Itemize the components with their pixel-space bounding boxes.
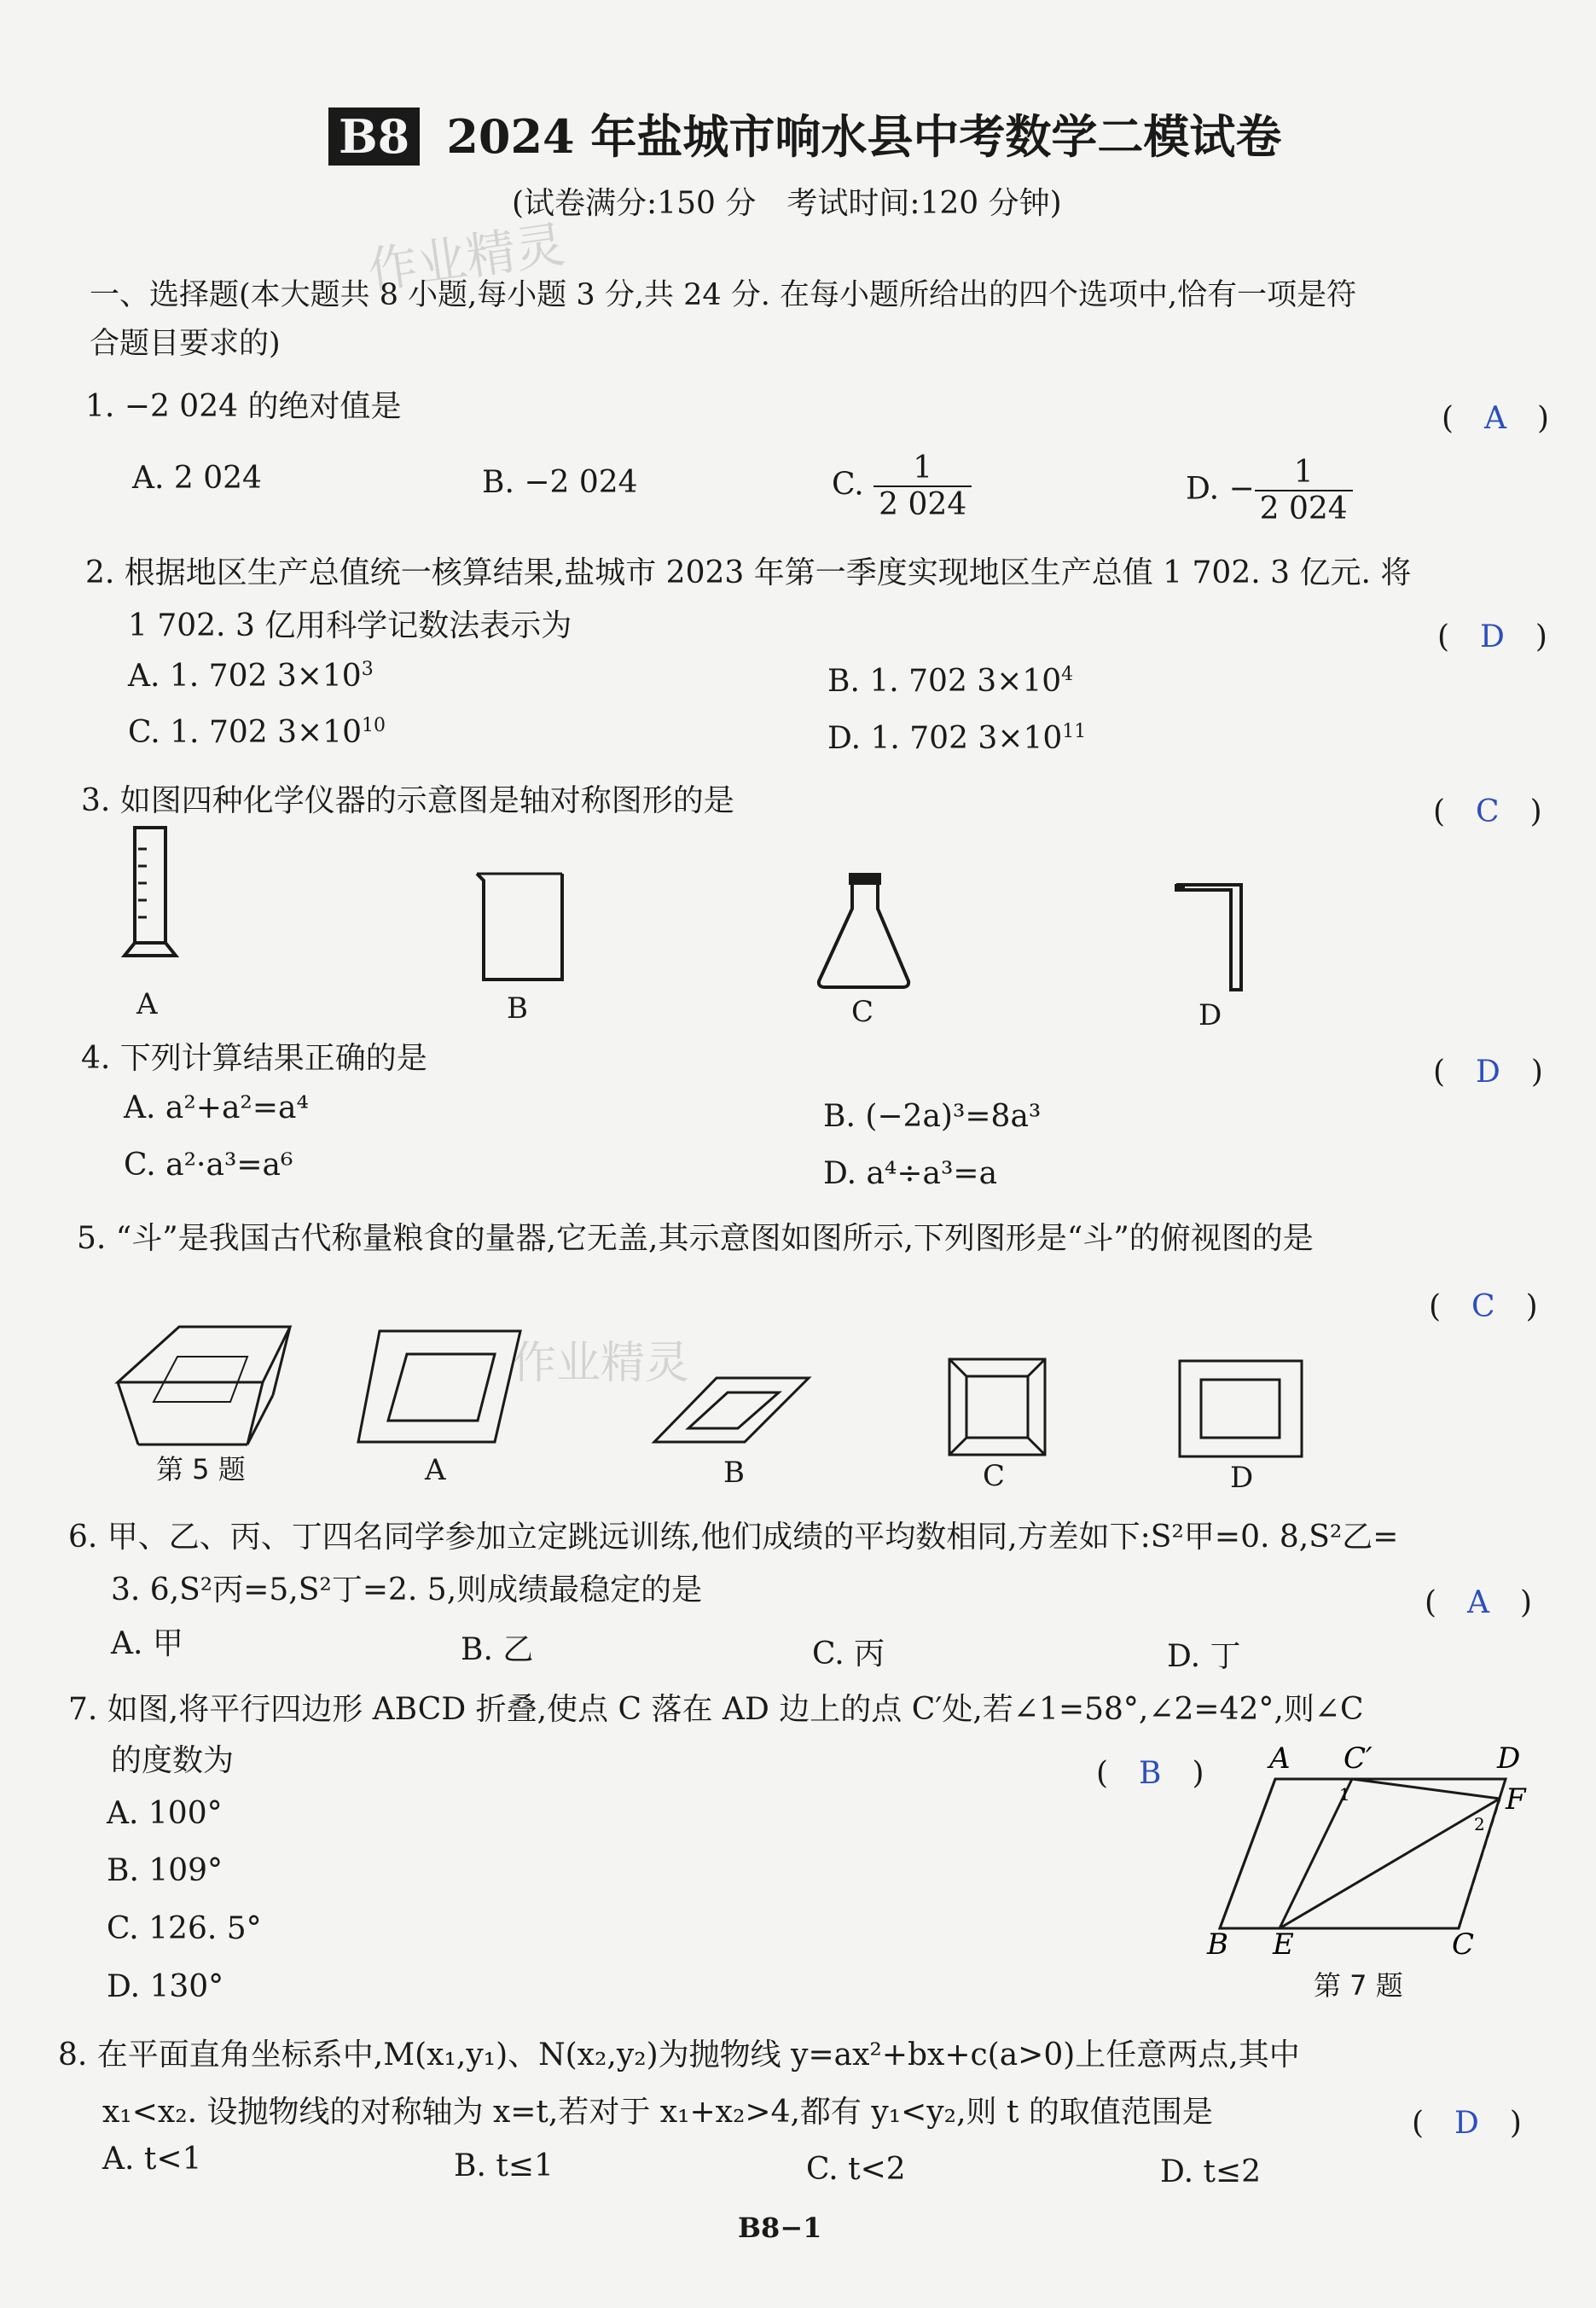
q6-option-c: C. 丙 <box>812 1637 885 1671</box>
q7-figure-caption: 第 7 题 <box>1314 1969 1403 2002</box>
q4-option-b: B. (−2a)³=8a³ <box>823 1099 1042 1134</box>
q1-option-d <box>1186 455 1353 527</box>
section-badge: B8 <box>328 108 420 166</box>
q3-label-b: B <box>507 991 528 1026</box>
q1-c-numerator: 1 <box>873 451 972 487</box>
q8-option-b: B. t≤1 <box>454 2148 554 2183</box>
q3-label-c: C <box>851 995 874 1029</box>
q2-stem-line2: 1 702. 3 亿用科学记数法表示为 <box>128 608 572 643</box>
dou-3d-figure <box>111 1318 299 1446</box>
title-row <box>328 101 1281 166</box>
q1-stem: 1. −2 024 的绝对值是 <box>85 389 402 424</box>
q8-stem-line2: x₁<x₂. 设抛物线的对称轴为 x=t,若对于 x₁+x₂>4,都有 y₁<y₂,则 t 的取值范围是 <box>102 2095 1213 2130</box>
q3-label-a: A <box>136 987 158 1021</box>
q6-stem-line2: 3. 6,S²丙=5,S²丁=2. 5,则成绩最稳定的是 <box>111 1573 703 1607</box>
q3-stem: 3. 如图四种化学仪器的示意图是轴对称图形的是 <box>81 783 734 818</box>
q5-answer-slot: ( C ) <box>1429 1289 1538 1324</box>
q6-answer-slot: ( A ) <box>1425 1585 1533 1620</box>
q8-option-c: C. t<2 <box>806 2152 906 2187</box>
q2-option-d: D. 1. 702 $3\times 10^{11}$ <box>827 721 1087 756</box>
q5-option-a-figure <box>354 1327 525 1446</box>
q1-d-denominator: 2 024 <box>1259 491 1348 527</box>
q2-answer: D <box>1480 619 1505 654</box>
q4-option-a: A. a²+a²=a⁴ <box>124 1090 309 1125</box>
q7-stem-line1: 7. 如图,将平行四边形 ABCD 折叠,使点 C 落在 AD 边上的点 C′处,若∠1=58°,∠2=42°,则∠C <box>68 1692 1364 1727</box>
q5-stem: 5. “斗”是我国古代称量粮食的量器,它无盖,其示意图如图所示,下列图形是“斗”的俯视图的是 <box>77 1221 1314 1256</box>
q7-stem-line2: 的度数为 <box>111 1743 235 1778</box>
q7-parallelogram-figure <box>1203 1741 1527 1997</box>
point-a-label: A <box>1269 1741 1291 1776</box>
graduated-cylinder-figure <box>119 823 188 981</box>
q8-answer-slot: ( D ) <box>1412 2106 1522 2141</box>
q4-option-c: C. a²·a³=a⁶ <box>124 1148 293 1183</box>
q7-option-c: C. 126. 5° <box>107 1911 262 1946</box>
q1-option-b: B. −2 024 <box>482 465 638 500</box>
q3-label-d: D <box>1198 998 1222 1032</box>
q7-answer: B <box>1139 1756 1162 1791</box>
q5-label-a: A <box>425 1453 446 1487</box>
q1-option-c-label: C. <box>832 467 864 503</box>
q2-option-b: B. 1. 702 $3\times 10^4$ <box>827 664 1074 699</box>
q2-answer-slot: ( D ) <box>1437 619 1547 654</box>
q6-option-d: D. 丁 <box>1167 1639 1241 1674</box>
q5-option-c-figure <box>947 1357 1049 1459</box>
q1-option-c <box>832 451 972 523</box>
parallelogram-abcd <box>1220 1779 1506 1928</box>
line-cpf <box>1352 1779 1500 1799</box>
q1-answer: A <box>1484 401 1507 436</box>
q5-option-d-figure <box>1177 1358 1305 1461</box>
line-ef <box>1280 1799 1500 1928</box>
point-b-label: B <box>1207 1927 1228 1962</box>
q1-c-denominator: 2 024 <box>879 487 967 523</box>
watermark-top: 作业精灵 <box>364 215 569 300</box>
q1-answer-slot: ( A ) <box>1442 401 1550 436</box>
q5-figure-caption: 第 5 题 <box>156 1453 246 1485</box>
q5-label-c: C <box>983 1459 1006 1493</box>
q4-answer-slot: ( D ) <box>1433 1055 1543 1090</box>
q6-answer: A <box>1467 1585 1490 1620</box>
q7-option-b: B. 109° <box>107 1853 223 1888</box>
q2-option-c: C. 1. 702 $3\times 10^{10}$ <box>128 715 386 750</box>
q4-stem: 4. 下列计算结果正确的是 <box>81 1041 427 1076</box>
page-subtitle: (试卷满分:150 分 考试时间:120 分钟) <box>512 186 1062 221</box>
q6-option-a: A. 甲 <box>111 1626 183 1661</box>
point-d-label: D <box>1497 1741 1521 1776</box>
q7-option-d: D. 130° <box>107 1969 224 2004</box>
q7-answer-slot: ( B ) <box>1096 1756 1204 1791</box>
point-c-label: C <box>1452 1927 1475 1962</box>
q4-answer: D <box>1476 1055 1500 1090</box>
q6-stem-line1: 6. 甲、乙、丙、丁四名同学参加立定跳远训练,他们成绩的平均数相同,方差如下:S²甲=0. 8,S²乙= <box>68 1520 1399 1555</box>
q8-option-d: D. t≤2 <box>1160 2154 1262 2189</box>
q8-answer: D <box>1454 2106 1479 2141</box>
beaker-figure <box>473 870 572 985</box>
flask-figure <box>815 870 913 990</box>
q5-answer: C <box>1471 1289 1495 1324</box>
page-title: 2024 年盐城市响水县中考数学二模试卷 <box>446 109 1282 164</box>
bent-tube-figure <box>1173 883 1245 994</box>
q6-option-b: B. 乙 <box>461 1632 534 1667</box>
point-f-label: F <box>1506 1782 1526 1817</box>
q1-option-a: A. 2 024 <box>132 461 262 496</box>
q5-label-d: D <box>1230 1461 1254 1495</box>
angle-2-label: 2 <box>1474 1814 1485 1834</box>
q2-stem-line1: 2. 根据地区生产总值统一核算结果,盐城市 2023 年第一季度实现地区生产总值 1 702. 3 亿元. 将 <box>85 555 1412 590</box>
q8-option-a: A. t<1 <box>102 2142 202 2177</box>
watermark-middle: 作业精灵 <box>512 1338 690 1389</box>
point-cprime-label: C′ <box>1344 1741 1373 1776</box>
page-number: B8−1 <box>738 2212 822 2244</box>
q3-answer-slot: ( C ) <box>1433 794 1542 829</box>
section1-line1: 一、选择题(本大题共 8 小题,每小题 3 分,共 24 分. 在每小题所给出的四个选项中,恰有一项是符 <box>90 278 1357 312</box>
q7-option-a: A. 100° <box>107 1796 223 1831</box>
q2-option-a: A. 1. 702 $3\times 10^3$ <box>128 659 374 694</box>
point-e-label: E <box>1273 1927 1294 1962</box>
section1-line2: 合题目要求的) <box>90 327 281 361</box>
angle-1-label: 1 <box>1339 1784 1350 1805</box>
q4-option-d: D. a⁴÷a³=a <box>823 1156 998 1191</box>
q8-stem-line1: 8. 在平面直角坐标系中,M(x₁,y₁)、N(x₂,y₂)为抛物线 y=ax²+bx+c(a>0)上任意两点,其中 <box>58 2038 1300 2073</box>
q5-label-b: B <box>723 1456 745 1490</box>
q3-answer: C <box>1476 794 1500 829</box>
q1-d-numerator: 1 <box>1255 455 1353 491</box>
q1-option-d-label: D. − <box>1186 471 1255 507</box>
